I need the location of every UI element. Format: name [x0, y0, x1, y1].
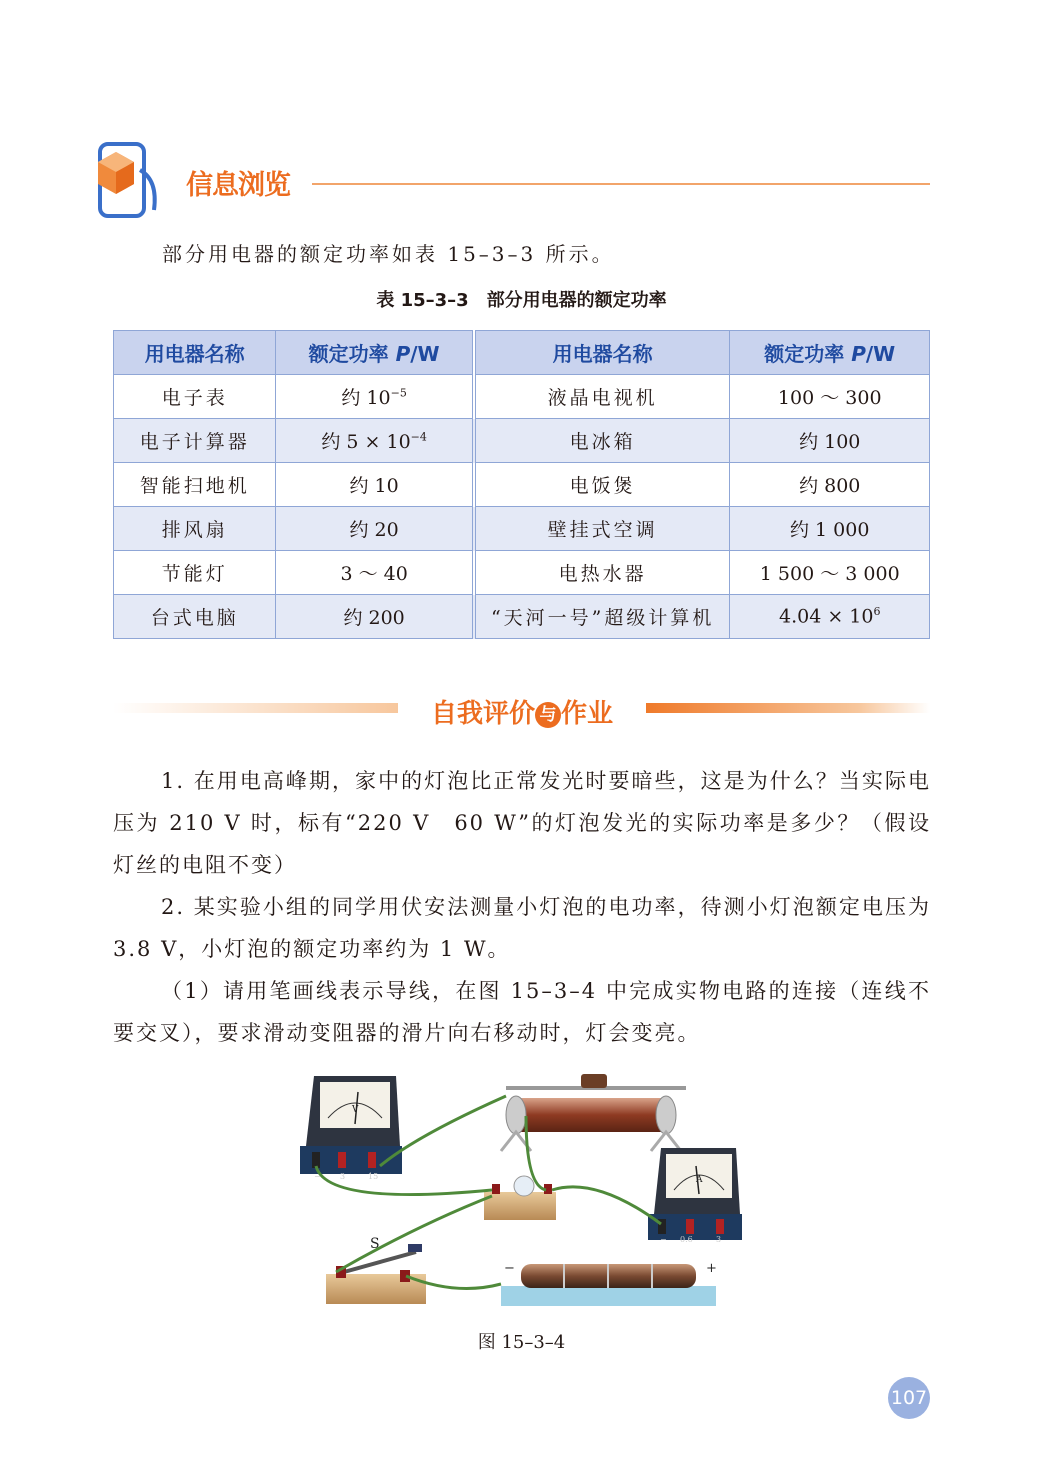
appliance-name-cell: 电热水器 [475, 551, 730, 595]
table-row [114, 595, 930, 639]
question-1: 1. 在用电高峰期，家中的灯泡比正常发光时要暗些，这是为什么？当实际电压为 210 V 时，标有“220 V 60 W”的灯泡发光的实际功率是多少？（假设灯丝的电阻不变） [113, 769, 931, 877]
ammeter-symbol: A [696, 1175, 703, 1185]
question-2-part-1: （1）请用笔画线表示导线，在图 15–3–4 中完成实物电路的连接（连线不要交叉），要求滑动变阻器的滑片向右移动时，灯会变亮。 [113, 979, 931, 1045]
self-eval-banner-title: 自我评价 与 作业 [430, 699, 614, 729]
power-cell: 约 1 000 [730, 507, 930, 551]
voltmeter [300, 1076, 402, 1181]
power-cell: 3 ～ 40 [276, 551, 472, 595]
power-rating-table [113, 330, 930, 639]
info-browse-phone-icon [78, 140, 170, 224]
banner-stripe-left [113, 703, 398, 713]
power-cell: 约 200 [276, 595, 472, 639]
circuit-figure [296, 1066, 746, 1316]
appliance-name-cell: 排风扇 [114, 507, 276, 551]
power-cell: 约 10 [276, 463, 472, 507]
appliance-name-cell: 智能扫地机 [114, 463, 276, 507]
table-header-row [114, 331, 930, 375]
ammeter-terminal-label: 3 [716, 1235, 722, 1244]
power-cell: 1 500 ～ 3 000 [730, 551, 930, 595]
appliance-name-cell: “天河一号”超级计算机 [475, 595, 730, 639]
voltmeter-symbol: V [352, 1105, 359, 1115]
power-cell: 约 $10^{-5}$ [276, 375, 472, 419]
appliance-name-cell: 电子表 [114, 375, 276, 419]
info-browse-rule [312, 183, 930, 185]
figure-caption: 图 15–3–4 [477, 1332, 566, 1353]
appliance-name-cell: 液晶电视机 [475, 375, 730, 419]
appliance-name-cell: 节能灯 [114, 551, 276, 595]
switch-label: S [370, 1236, 380, 1252]
voltmeter-terminal-label: 15 [368, 1172, 379, 1181]
ammeter [648, 1148, 742, 1244]
rheostat [501, 1074, 686, 1151]
voltmeter-terminal-label: 3 [340, 1172, 346, 1181]
battery [501, 1261, 717, 1306]
battery-minus-label: − [504, 1261, 515, 1276]
banner-yu-badge: 与 [535, 702, 561, 728]
appliance-name-cell: 电子计算器 [114, 419, 276, 463]
appliance-name-cell: 壁挂式空调 [475, 507, 730, 551]
appliance-name-cell: 电饭煲 [475, 463, 730, 507]
header-rated-power: 额定功率 P/W [730, 331, 930, 375]
info-browse-title: 信息浏览 [186, 170, 290, 201]
power-cell: $4.04 \times 10^6$ [730, 595, 930, 639]
voltmeter-terminal-label: − [314, 1172, 321, 1181]
info-intro-text: 部分用电器的额定功率如表 15–3–3 所示。 [162, 242, 615, 266]
lamp [484, 1176, 556, 1220]
header-rated-power: 额定功率 P/W [276, 331, 472, 375]
power-cell: 100 ～ 300 [730, 375, 930, 419]
header-appliance-name: 用电器名称 [114, 331, 276, 375]
table-row [114, 463, 930, 507]
table-row [114, 419, 930, 463]
power-cell: 约 100 [730, 419, 930, 463]
battery-plus-label: + [706, 1261, 717, 1276]
appliance-name-cell: 台式电脑 [114, 595, 276, 639]
table-row [114, 375, 930, 419]
ammeter-terminal-label: − [660, 1235, 667, 1244]
ammeter-terminal-label: 0.6 [680, 1235, 693, 1244]
power-cell: 约 $5 \times 10^{-4}$ [276, 419, 472, 463]
page-number-badge: 107 [888, 1377, 930, 1419]
table-row [114, 507, 930, 551]
banner-stripe-right [646, 703, 930, 713]
header-appliance-name: 用电器名称 [475, 331, 730, 375]
table-caption: 表 15–3–3 部分用电器的额定功率 [376, 290, 667, 311]
power-cell: 约 20 [276, 507, 472, 551]
power-cell: 约 800 [730, 463, 930, 507]
table-row [114, 551, 930, 595]
question-2: 2. 某实验小组的同学用伏安法测量小灯泡的电功率，待测小灯泡额定电压为 3.8 V，小灯泡的额定功率约为 1 W。 [113, 895, 931, 961]
appliance-name-cell: 电冰箱 [475, 419, 730, 463]
